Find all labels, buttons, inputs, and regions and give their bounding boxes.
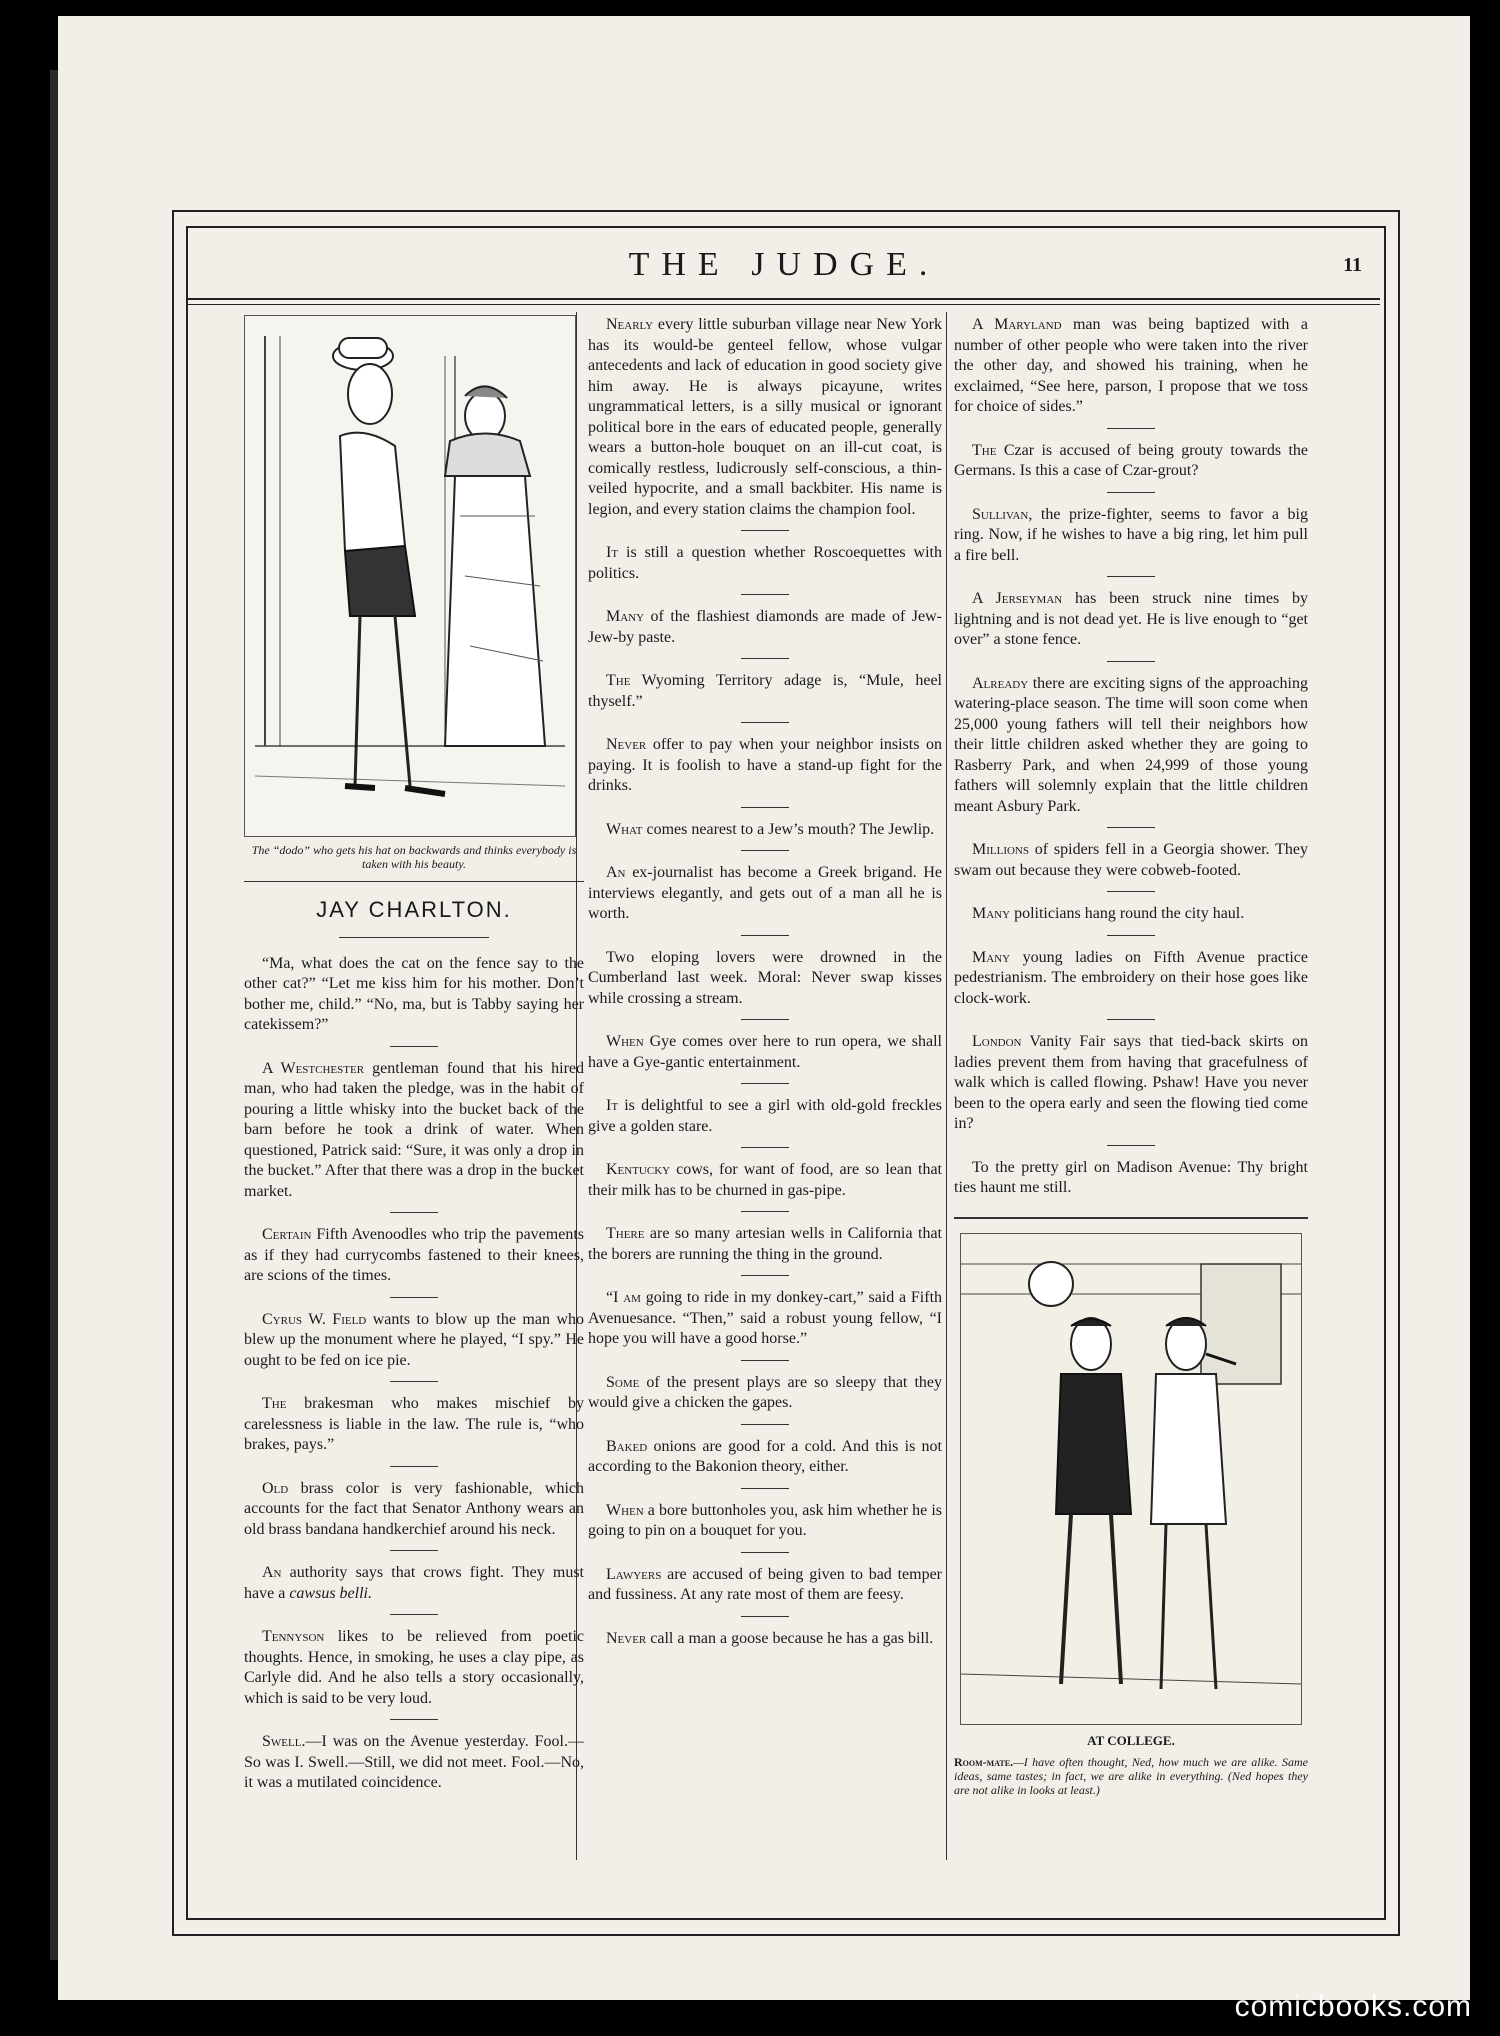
item-separator [1107, 576, 1155, 577]
paragraph-lead: A Jerseyman [972, 590, 1063, 607]
at-college-cartoon [960, 1233, 1302, 1725]
item-separator [1107, 827, 1155, 828]
paragraph [588, 948, 942, 1010]
paragraph-text: of the present plays are so sleepy that they would give a chicken the gapes. [588, 1373, 942, 1411]
paragraph-lead: An [606, 864, 626, 881]
paragraph-text: comes nearest to a Jew’s mouth? The Jewlip. [642, 820, 935, 838]
item-separator [741, 1211, 789, 1212]
paragraph [588, 1373, 942, 1414]
paragraph [588, 820, 942, 841]
paragraph-lead: Tennyson [262, 1628, 325, 1645]
paragraph-text: of spiders fell in a Georgia shower. They swam out because they were cobweb-footed. [954, 841, 1308, 879]
item-separator [741, 1424, 789, 1425]
item-separator [390, 1381, 438, 1382]
paragraph-lead: There [606, 1225, 645, 1242]
paragraph-text: authority says that crows fight. They must have a [244, 1564, 584, 1602]
at-college-speaker: Room-mate. [954, 1755, 1014, 1769]
item-separator [741, 1083, 789, 1084]
item-separator [1107, 935, 1155, 936]
paragraph-text: has been struck nine times by lightning and is not dead yet. He is live enough to “get over” a stone fence. [954, 590, 1309, 648]
paragraph-text: wants to blow up the man who blew up the monument where he played, “I spy.” He ought to be fed on ice pie. [244, 1310, 584, 1369]
item-separator [741, 530, 789, 531]
paragraph [588, 1032, 942, 1073]
paragraph [588, 1565, 942, 1606]
paragraph-lead: Never [606, 736, 647, 753]
section-heading: JAY CHARLTON. [316, 897, 512, 922]
paragraph [954, 589, 1308, 651]
paragraph-lead: Already [972, 674, 1029, 692]
paragraph-lead: When [606, 1033, 644, 1050]
paragraph-text: Fifth Avenoodles who trip the pavements as if they had currycombs fastened to their knees, are scions of the times. [244, 1226, 584, 1284]
paragraph-text: ex-journalist has become a Greek brigand. He interviews elegantly, and gets out of a man all he is worth. [588, 864, 942, 922]
item-separator [1107, 428, 1155, 429]
paragraph-lead: Swell. [262, 1733, 306, 1750]
item-separator [1107, 492, 1155, 493]
right-column [954, 315, 1308, 1797]
item-separator [1107, 1019, 1155, 1020]
paragraph [588, 543, 942, 584]
paragraph-text: Gye comes over here to run opera, we shall have a Gye-gantic entertainment. [588, 1033, 942, 1071]
paragraph-text: onions are good for a cold. And this is not according to the Bakonion theory, either. [588, 1437, 942, 1475]
item-separator [741, 1552, 789, 1553]
paragraph [588, 1096, 942, 1137]
paragraph-lead: Many [606, 608, 645, 625]
paragraph-lead: Certain [262, 1226, 312, 1243]
paragraph-text: a bore buttonholes you, ask him whether he is going to pin on a bouquet for you. [588, 1501, 942, 1539]
paragraph-text: Two eloping lovers were drowned in the Cumberland last week. Moral: Never swap kisses while crossing a stream. [588, 948, 942, 1007]
paragraph-text: of the flashiest diamonds are made of Jew-Jew-by paste. [588, 608, 942, 646]
item-separator [741, 1616, 789, 1617]
paragraph-text: is still a question whether Roscoequettes with politics. [588, 544, 942, 582]
item-separator [741, 850, 789, 851]
paragraph-lead: Old [262, 1479, 289, 1497]
paragraph-lead: It [606, 1097, 619, 1114]
paragraph-italic: cawsus belli. [289, 1584, 372, 1602]
paragraph [588, 1288, 942, 1350]
paragraph-text: brakesman who makes mischief by carelessness is liable in the law. The rule is, “who brakes, pays.” [244, 1395, 584, 1453]
paragraph-lead: Cyrus W. Field [262, 1310, 367, 1328]
item-separator [741, 1147, 789, 1148]
masthead-title: THE JUDGE. [628, 246, 940, 283]
paragraph [954, 948, 1308, 1010]
dodo-illustration [245, 316, 575, 836]
paragraph-text: offer to pay when your neighbor insists on paying. It is foolish to have a stand-up fight for the drinks. [588, 736, 942, 794]
paragraph-lead: Lawyers [606, 1565, 662, 1583]
paragraph-lead: The [606, 672, 631, 689]
paragraph [954, 1158, 1308, 1199]
paragraph-lead: When [606, 1501, 644, 1519]
item-separator [741, 1360, 789, 1361]
paragraph-text: Czar is accused of being grouty towards the Germans. Is this a case of Czar-grout? [954, 441, 1308, 479]
paragraph [954, 904, 1308, 925]
paragraph [244, 954, 584, 1036]
page-number: 11 [1343, 254, 1362, 276]
paragraph-text: politicians hang round the city haul. [1010, 905, 1245, 922]
paragraph-lead: Millions [972, 841, 1029, 858]
dodo-cartoon [244, 315, 576, 837]
paragraph-text: there are exciting signs of the approaching watering-place season. The time will soon come when 25,000 young fathers will tell their neighbors how their little children asked whether they are going to Rasberry Park, and when 24,999 of those young fathers will solemnly explain that the little children meant Asbury Park. [954, 674, 1308, 815]
item-separator [390, 1466, 438, 1467]
paragraph [588, 315, 942, 520]
item-separator [1107, 1145, 1155, 1146]
item-separator [741, 1019, 789, 1020]
item-separator [390, 1614, 438, 1615]
paragraph-text: man was being baptized with a number of other people who were taken into the river the other day, and showed his training, when he exclaimed, “See here, parson, I propose that we toss for choice of sides.” [954, 316, 1308, 415]
item-separator [741, 807, 789, 808]
paragraph-lead: It [606, 544, 619, 561]
paragraph [588, 1224, 942, 1265]
paragraph [588, 1629, 942, 1650]
item-separator [390, 1046, 438, 1047]
section-heading-rule [339, 937, 489, 938]
paragraph-lead: Sullivan [972, 505, 1029, 523]
left-column-items [244, 954, 584, 1794]
paragraph [244, 1310, 584, 1372]
item-separator [741, 1488, 789, 1489]
item-separator [1107, 891, 1155, 892]
paragraph-text: , the prize-fighter, seems to favor a big ring. Now, if he wishes to have a big ring, let him pull a fire bell. [954, 505, 1308, 564]
paragraph [954, 674, 1308, 818]
paragraph [244, 1225, 584, 1287]
paragraph-text: is delightful to see a girl with old-gold freckles give a golden stare. [588, 1097, 942, 1135]
middle-column-items [588, 315, 942, 1649]
at-college-illustration [961, 1234, 1301, 1724]
paragraph-text: are so many artesian wells in California that the borers are running the thing in the ground. [588, 1225, 942, 1263]
paragraph-text: going to ride in my donkey-cart,” said a Fifth Avenuesance. “Then,” said a robust young fellow, “I hope you will have a good horse.” [588, 1289, 943, 1347]
paragraph-lead: Kentucky [606, 1161, 671, 1178]
paragraph-text: gentleman found that his hired man, who had taken the pledge, was in the habit of pouring a little whisky into the bucket back of the barn before he took a drink of water. When questioned, Patrick said: “Sure, it was only a drop in the bucket.” After that there was a drop in the bucket market. [244, 1059, 584, 1200]
cartoon-rule [244, 881, 584, 882]
paragraph [588, 735, 942, 797]
right-column-rule [954, 1217, 1308, 1219]
paragraph [588, 1160, 942, 1201]
paragraph-text: every little suburban village near New York has its would-be genteel fellow, whose vulgar antecedents and lack of education in good society give him away. He is always picayune, writes ungrammatical letters, is a silly musical or ignorant political bore in the ears of educated people, generally wears a button-hole bouquet on an ill-cut coat, is comically restless, ludicrously self-conscious, a thin-veiled hypocrite, and a small backbiter. His name is legion, and every station claims the champion fool. [588, 316, 942, 518]
middle-column [588, 315, 942, 1649]
paragraph-text: brass color is very fashionable, which accounts for the fact that Senator Anthony wears an old brass bandana handkerchief around his neck. [244, 1479, 584, 1538]
paragraph-lead: What [606, 820, 643, 838]
paragraph-text: call a man a goose because he has a gas bill. [646, 1629, 934, 1647]
paragraph [588, 1437, 942, 1478]
paragraph-lead: A Westchester [262, 1059, 365, 1077]
paragraph-text: Wyoming Territory adage is, “Mule, heel thyself.” [588, 672, 942, 710]
paragraph-lead: Many [972, 905, 1011, 922]
paragraph [954, 505, 1308, 567]
paragraph-lead: Never [606, 1629, 647, 1647]
masthead-rule-bottom [188, 304, 1380, 305]
item-separator [390, 1212, 438, 1213]
paragraph [588, 607, 942, 648]
at-college-title: AT COLLEGE. [1087, 1732, 1175, 1748]
paragraph-lead: An [262, 1564, 282, 1581]
at-college-caption-text: —I have often thought, Ned, how much we are alike. Same ideas, same tastes; in fact, we are alike in everything. (Ned hopes they are not alike in looks at least.) [954, 1755, 1308, 1797]
item-separator [1107, 661, 1155, 662]
dodo-caption: The “dodo” who gets his hat on backwards and thinks everybody is taken with his beauty. [251, 843, 577, 871]
paragraph-lead: Nearly [606, 316, 654, 333]
at-college-caption [954, 1755, 1308, 1797]
paragraph-text: —I was on the Avenue yesterday. Fool.—So was I. Swell.—Still, we did not meet. Fool.—No, it was a mutilated coincidence. [244, 1733, 584, 1791]
paragraph-text: likes to be relieved from poetic thoughts. Hence, in smoking, he uses a clay pipe, as Carlyle did. And he also tells a story occasionally, which is said to be very loud. [244, 1628, 584, 1707]
paragraph-text: Vanity Fair says that tied-back skirts on ladies prevent them from having that gracefulness of walk which is called flowing. Pshaw! Have you never been to the opera early and seen the flowing tied come in? [954, 1033, 1308, 1132]
paragraph-lead: Some [606, 1373, 640, 1391]
paragraph [244, 1479, 584, 1541]
paragraph-lead: London [972, 1033, 1022, 1050]
paragraph [954, 441, 1308, 482]
paragraph-text: young ladies on Fifth Avenue practice pedestrianism. The embroidery on their hose goes like clock-work. [954, 948, 1308, 1007]
item-separator [390, 1719, 438, 1720]
paragraph-lead: Many [972, 948, 1011, 966]
paragraph [954, 1032, 1308, 1135]
left-column [244, 315, 584, 1794]
item-separator [741, 722, 789, 723]
item-separator [741, 594, 789, 595]
paragraph [244, 1394, 584, 1456]
paragraph-lead: “I am [606, 1289, 641, 1306]
paragraph-text: To the pretty girl on Madison Avenue: Thy bright ties haunt me still. [954, 1158, 1308, 1196]
paragraph [588, 863, 942, 925]
item-separator [741, 658, 789, 659]
paragraph [588, 671, 942, 712]
paragraph-text: “Ma, what does the cat on the fence say to the other cat?” “Let me kiss him for his mother. Don’t bother me, child.” “No, ma, but is Tabby saying her catekissem?” [244, 954, 584, 1033]
paragraph [588, 1501, 942, 1542]
paragraph-lead: The [972, 441, 997, 459]
paragraph-lead: Baked [606, 1437, 648, 1455]
paragraph-lead: The [262, 1395, 287, 1412]
item-separator [741, 935, 789, 936]
item-separator [741, 1275, 789, 1276]
paragraph [954, 840, 1308, 881]
column-divider-right [946, 312, 947, 1860]
paragraph [244, 1627, 584, 1709]
masthead-rule-top [188, 298, 1380, 300]
paragraph-lead: A Maryland [972, 316, 1062, 333]
item-separator [390, 1550, 438, 1551]
right-column-items [954, 315, 1308, 1199]
paragraph-text: are accused of being given to bad temper and fussiness. At any rate most of them are feesy. [588, 1565, 942, 1603]
paragraph [244, 1563, 584, 1604]
paragraph [244, 1732, 584, 1794]
paragraph-text: cows, for want of food, are so lean that their milk has to be churned in gas-pipe. [588, 1161, 942, 1199]
watermark: comicbooks.com [1234, 1990, 1472, 2023]
item-separator [390, 1297, 438, 1298]
paragraph [244, 1059, 584, 1203]
paragraph [954, 315, 1308, 418]
